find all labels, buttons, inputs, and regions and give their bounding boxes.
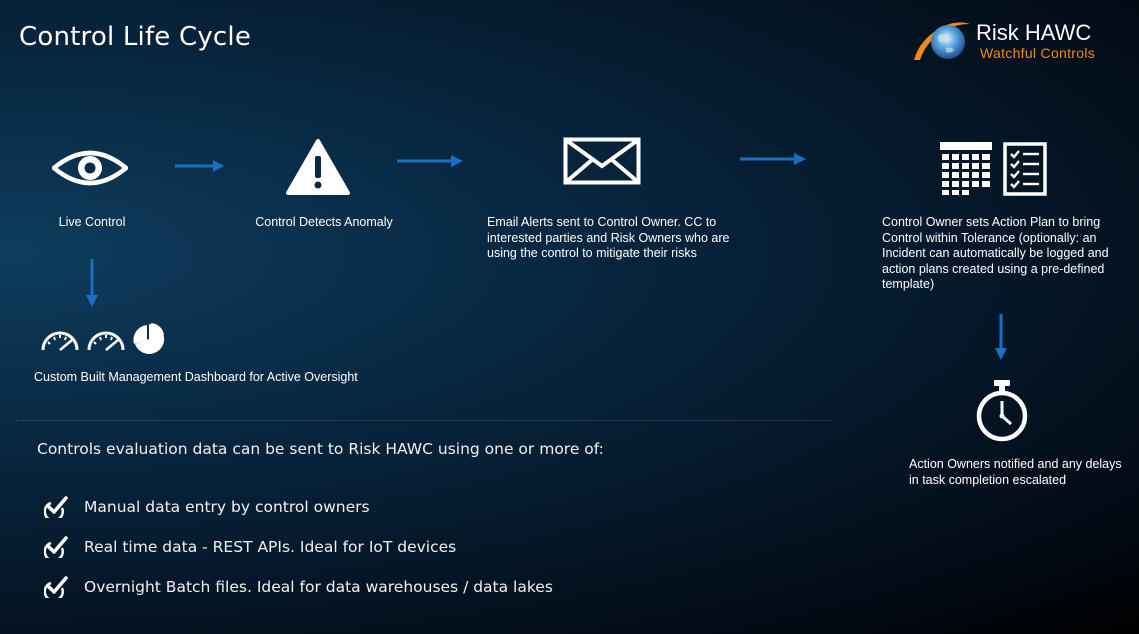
flow-arrow-down <box>994 314 1008 362</box>
checkmark-icon <box>44 496 68 518</box>
logo-name: Risk HAWC <box>976 20 1092 45</box>
globe-logo-icon <box>910 16 974 66</box>
list-item <box>44 574 553 600</box>
envelope-icon <box>563 137 641 185</box>
risk-hawc-logo <box>910 16 1125 66</box>
calendar-checklist-icon <box>940 142 1050 196</box>
gauges-pie-icon <box>40 322 170 356</box>
list-item-text: Overnight Batch files. Ideal for data warehouses / data lakes <box>84 578 553 596</box>
gauge-icon <box>40 328 80 352</box>
list-item-text: Manual data entry by control owners <box>84 498 370 516</box>
flow-arrow-right <box>175 159 225 173</box>
list-item <box>44 534 456 560</box>
step-action-plan-label: Control Owner sets Action Plan to bring Control within Tolerance (optionally: an Incident can automatically be logged and action plans created using a pre-defined template) <box>882 215 1109 291</box>
step-action-owners-label: Action Owners notified and any delays in task completion escalated <box>909 457 1122 487</box>
calendar-icon <box>940 142 992 196</box>
step-email-alerts-label: Email Alerts sent to Control Owner. CC to interested parties and Risk Owners who are using the control to mitigate their risks <box>487 215 730 260</box>
checkmark-icon <box>44 536 68 558</box>
checkmark-icon <box>44 576 68 598</box>
checklist-icon <box>1003 142 1047 196</box>
eye-icon <box>52 148 128 188</box>
pie-chart-icon <box>132 322 166 356</box>
stopwatch-icon <box>974 380 1030 442</box>
step-live-control-label: Live Control <box>58 215 126 229</box>
flow-arrow-right <box>740 152 808 166</box>
flow-arrow-down <box>85 259 99 309</box>
warning-icon <box>285 138 351 196</box>
dashboard-label: Custom Built Management Dashboard for Active Oversight <box>34 370 358 384</box>
logo-tagline: Watchful Controls <box>980 45 1096 61</box>
section-divider <box>16 420 832 421</box>
page-title: Control Life Cycle <box>19 22 252 52</box>
data-sources-intro: Controls evaluation data can be sent to Risk HAWC using one or more of: <box>37 440 604 458</box>
step-detects-anomaly-label: Control Detects Anomaly <box>255 215 393 229</box>
list-item-text: Real time data - REST APIs. Ideal for IoT devices <box>84 538 457 556</box>
gauge-icon <box>86 328 126 352</box>
flow-arrow-right <box>397 154 465 168</box>
list-item <box>44 494 370 520</box>
